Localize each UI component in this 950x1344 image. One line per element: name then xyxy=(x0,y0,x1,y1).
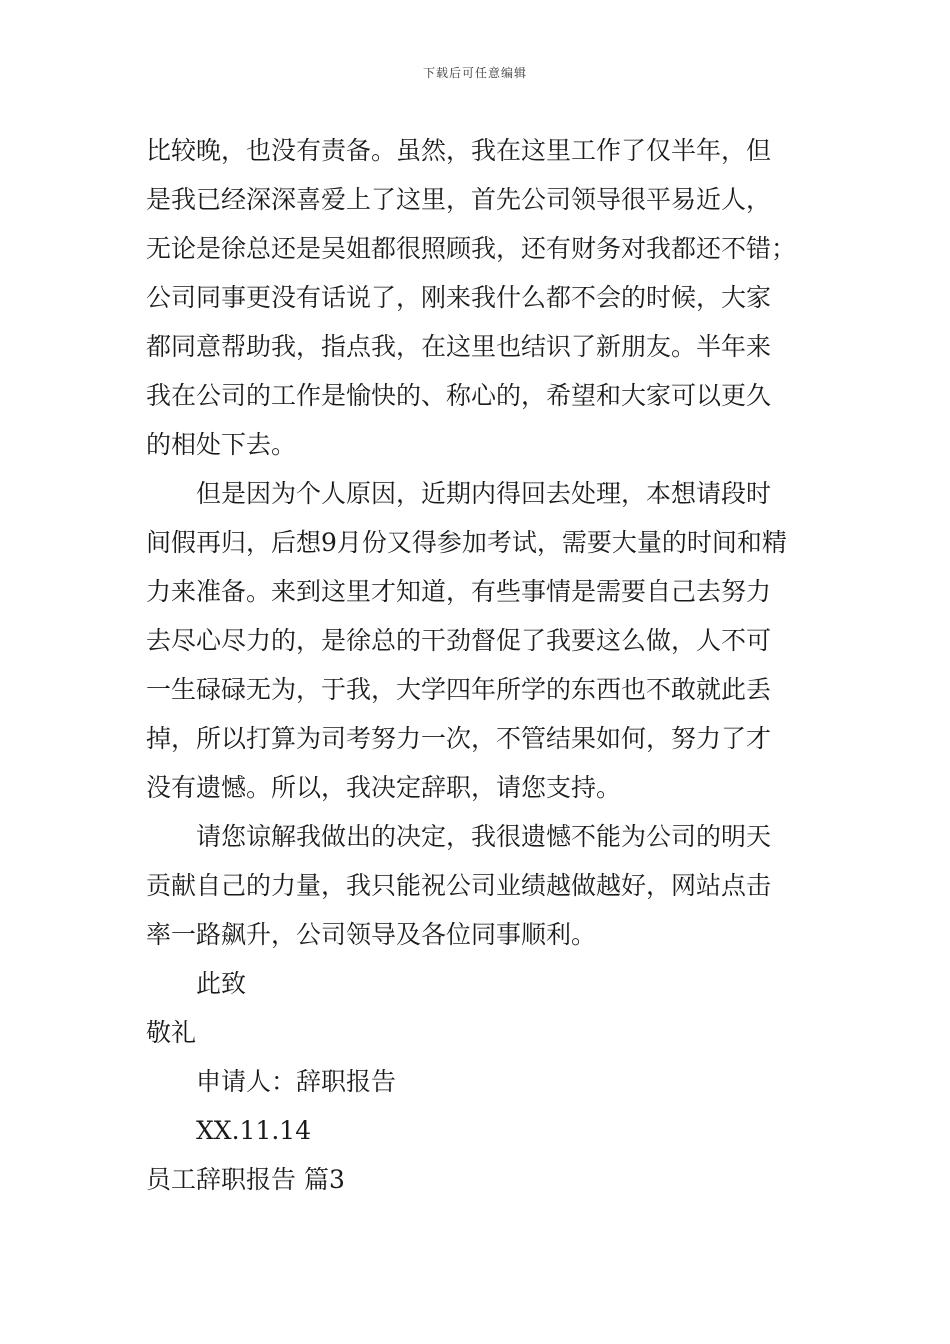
text-line: 一生碌碌无为，于我，大学四年所学的东西也不敢就此丢 xyxy=(146,675,772,704)
paragraph xyxy=(146,126,806,469)
text-line: 但是因为个人原因，近期内得回去处理，本想请段时 xyxy=(196,479,772,508)
applicant-line: 申请人：辞职报告 xyxy=(196,1067,397,1096)
text-line: 我在公司的工作是愉快的、称心的，希望和大家可以更久 xyxy=(146,381,772,410)
document-body xyxy=(146,126,806,1204)
text-line: 公司同事更没有话说了，刚来我什么都不会的时候，大家 xyxy=(146,283,772,312)
closing-salute: 敬礼 xyxy=(146,1018,197,1047)
text-line: 是我已经深深喜爱上了这里，首先公司领导很平易近人， xyxy=(146,185,772,214)
page-header: 下载后可任意编辑 xyxy=(422,66,527,80)
text-line: 率一路飙升，公司领导及各位同事顺利。 xyxy=(146,920,597,949)
text-line: 力来准备。来到这里才知道，有些事情是需要自己去努力 xyxy=(146,577,772,606)
text-line: 比较晚，也没有责备。虽然，我在这里工作了仅半年，但 xyxy=(146,136,772,165)
date-line: XX.11.14 xyxy=(196,1116,312,1145)
text-line: 贡献自己的力量，我只能祝公司业绩越做越好，网站点击 xyxy=(146,871,772,900)
text-line: 都同意帮助我，指点我，在这里也结识了新朋友。半年来 xyxy=(146,332,772,361)
text-line: 的相处下去。 xyxy=(146,430,297,459)
text-line: 掉，所以打算为司考努力一次，不管结果如何，努力了才 xyxy=(146,724,772,753)
text-line: 请您谅解我做出的决定，我很遗憾不能为公司的明天 xyxy=(196,822,772,851)
text-line: 去尽心尽力的，是徐总的干劲督促了我要这么做，人不可 xyxy=(146,626,772,655)
text-line: 没有遗憾。所以，我决定辞职，请您支持。 xyxy=(146,773,622,802)
closing-greeting: 此致 xyxy=(196,969,247,998)
text-line: 间假再归，后想9月份又得参加考试，需要大量的时间和精 xyxy=(146,528,787,557)
closing-block xyxy=(146,959,806,1204)
text-line: 无论是徐总还是吴姐都很照顾我，还有财务对我都还不错； xyxy=(146,234,797,263)
paragraph xyxy=(146,469,806,812)
next-section-title: 员工辞职报告 篇3 xyxy=(146,1165,345,1194)
paragraph xyxy=(146,812,806,959)
